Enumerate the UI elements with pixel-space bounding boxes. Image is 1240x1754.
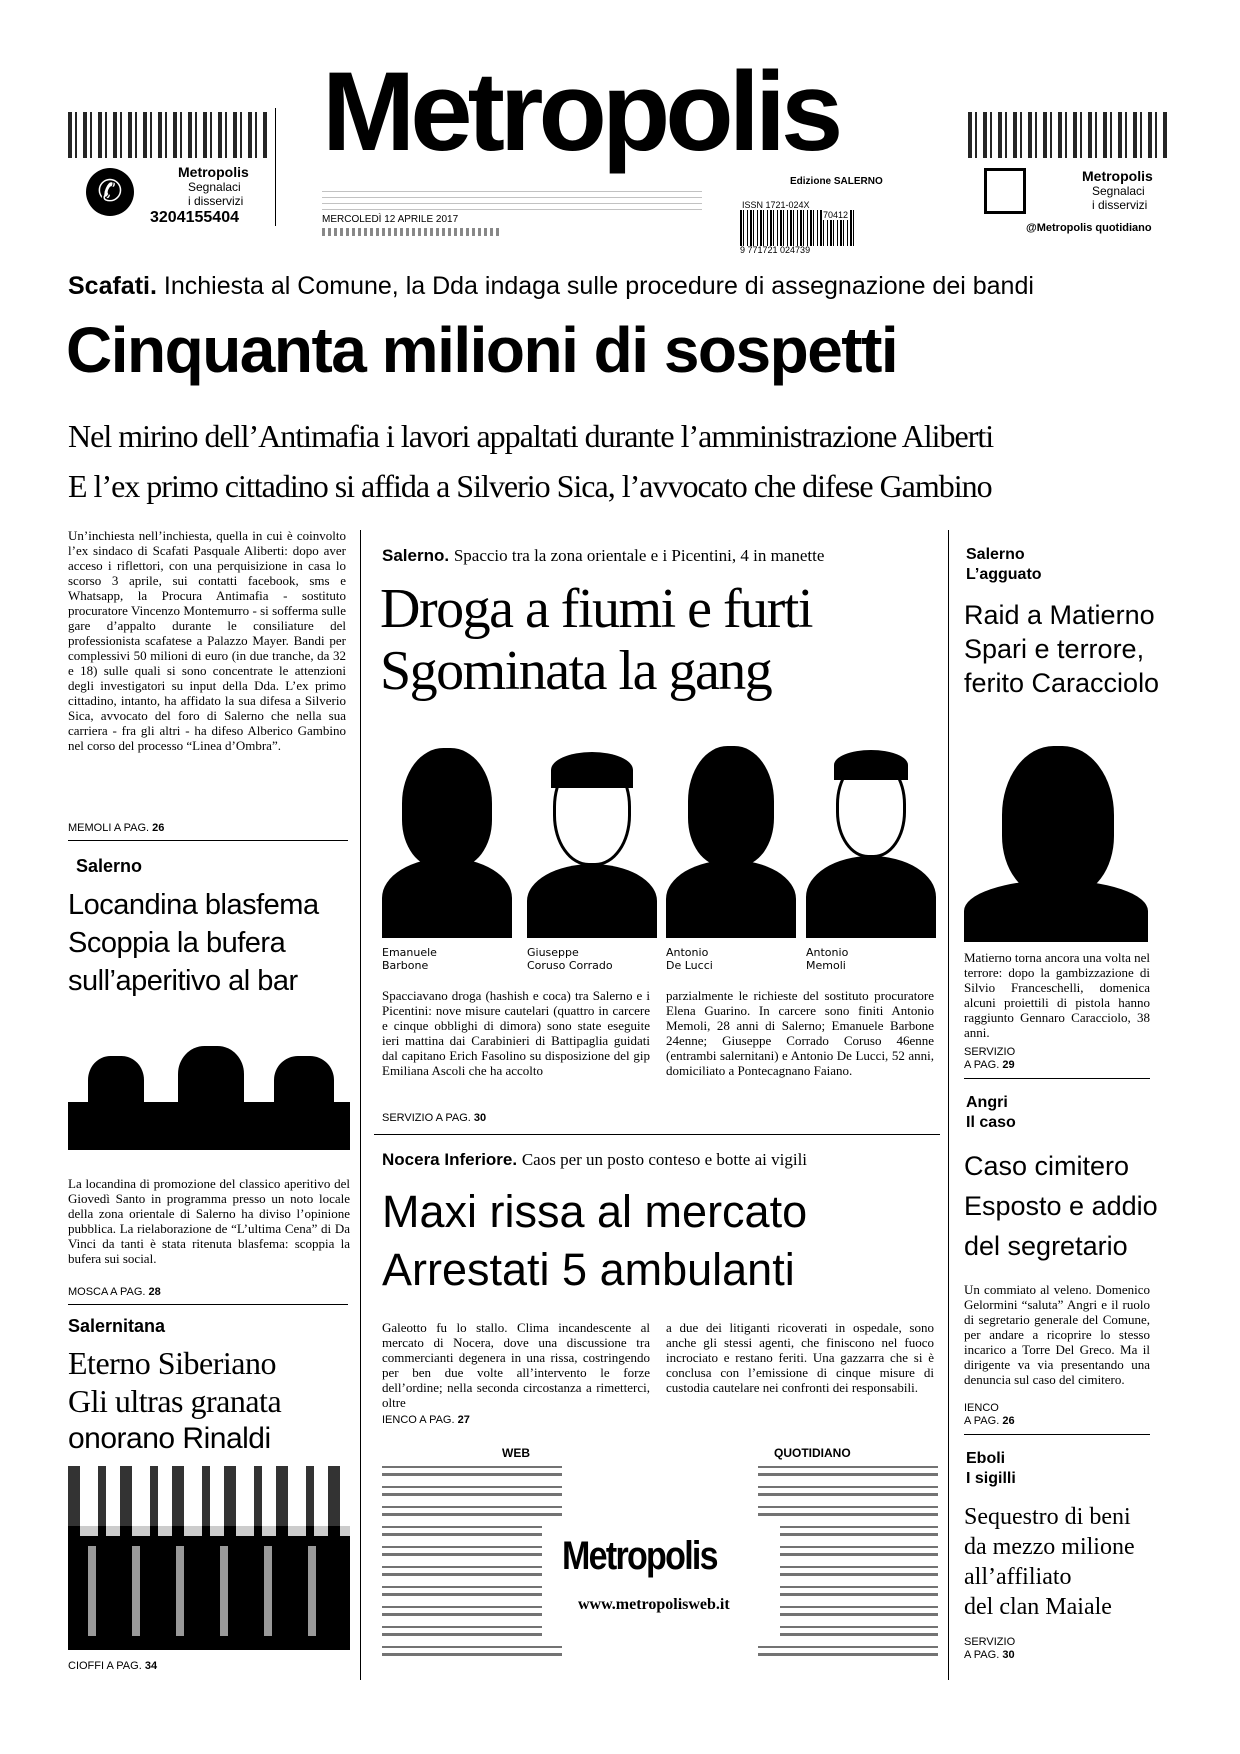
angri-kicker-2: Il caso (966, 1114, 1016, 1131)
right-section-divider (964, 1078, 1150, 1079)
headline-line: sull’aperitivo al bar (68, 965, 298, 997)
mugshot-memoli (806, 738, 936, 938)
service-box-right[interactable] (968, 112, 1168, 242)
header-divider-left (275, 108, 276, 226)
face-shape (688, 746, 774, 866)
column-divider-1 (360, 530, 361, 1680)
caption-memoli (806, 946, 848, 972)
matierno-ref[interactable] (964, 1046, 1015, 1072)
caption-first: Giuseppe (527, 946, 579, 959)
ref-line: IENCO (964, 1402, 999, 1414)
headline-line: all’affiliato (964, 1564, 1072, 1590)
ref-page: 34 (144, 1660, 158, 1672)
rissa-body-col2: a due dei litiganti ricoverati in ospedale, sono anche gli stessi agenti, che finiscono nel fuoco incrociato e restano feriti. Una gazzarra che si è conclusa con l’emissione di cinque misure di custodia cautelare nei confronti dei responsabili. (666, 1320, 934, 1395)
eboli-headline[interactable] (964, 1502, 1135, 1622)
salernitana-ref[interactable] (68, 1660, 157, 1673)
mugshot-delucci (666, 738, 796, 938)
angri-kicker-1: Angri (966, 1094, 1008, 1111)
caption-first: Emanuele (382, 946, 437, 959)
top-story-subhead-1: Nel mirino dell’Antimafia i lavori appaltati durante l’amministrazione Aliberti (68, 418, 994, 454)
phone-icon: ✆ (86, 168, 134, 216)
web-screenshot-image (382, 1460, 562, 1656)
trash-icon (984, 168, 1026, 214)
caption-first: Antonio (806, 946, 849, 959)
promo-banner[interactable] (382, 1446, 938, 1656)
headline-line: Caso cimitero (964, 1151, 1130, 1181)
kicker-text: Caos per un posto conteso e botte ai vigili (521, 1150, 808, 1169)
figure-center (178, 1046, 244, 1116)
face-shape (402, 748, 492, 868)
shoulders-shape (527, 864, 657, 938)
kicker-text: Spaccio tra la zona orientale e i Picentini, 4 in manette (453, 546, 825, 565)
rissa-kicker (382, 1150, 807, 1170)
headline-line: Scoppia la bufera (68, 927, 286, 959)
headline-line: Raid a Matierno (964, 600, 1155, 630)
headline-line sans: onorano Rinaldi (68, 1422, 271, 1455)
kicker-place: Nocera Inferiore. (382, 1150, 518, 1169)
top-story-subhead-2: E l’ex primo cittadino si affida a Silverio Sica, l’avvocato che difese Gambino (68, 468, 992, 504)
matierno-kicker-1: Salerno (966, 546, 1025, 563)
ref-author: IENCO A PAG. (382, 1414, 455, 1426)
ref-author: A PAG. (964, 1059, 1000, 1071)
promo-brand: Metropolis (562, 1534, 717, 1578)
service-line2-right: i disservizi (1092, 198, 1148, 212)
rissa-ref[interactable] (382, 1414, 470, 1427)
issn-label: ISSN 1721-024X (742, 200, 810, 210)
drug-story-body-col1: Spacciavano droga (hashish e coca) tra Salerno e i Picentini: nove misure cautelari (quattro in carcere e cinque obblighi di dimora) sono state eseguite ieri mattina dai Carabinieri di Battipaglia guidati dal capitano Erich Fasolino su disposizione del gip Emiliana Ascoli che ha accolto (382, 988, 650, 1078)
promo-url[interactable]: www.metropolisweb.it (578, 1596, 730, 1613)
publisher-info (322, 186, 702, 210)
top-story-kicker (68, 272, 1034, 301)
ref-page: 26 (1002, 1415, 1015, 1427)
ref-author: A PAG. (964, 1649, 1000, 1661)
ref-author: SERVIZIO A PAG. (382, 1112, 471, 1124)
figure-left (88, 1056, 144, 1116)
salernitana-headline[interactable] (68, 1344, 281, 1458)
headline-line: del segretario (964, 1231, 1128, 1261)
price-info (322, 228, 502, 236)
angri-body: Un commiato al veleno. Domenico Gelormini “saluta” Angri e il ruolo di segretario generale del Comune, per andare a ricoprire lo stesso incarico a Torre Del Greco. Ma il dirigente va via presentando una denuncia sul caso del cimitero. (964, 1282, 1150, 1387)
service-collage-image-right (968, 112, 1168, 158)
locandina-ref[interactable] (68, 1286, 161, 1299)
web-label: WEB (502, 1446, 530, 1460)
service-phone[interactable]: 3204155404 (150, 209, 239, 226)
caption-delucci (666, 946, 713, 972)
center-section-divider (374, 1134, 940, 1135)
right-section-divider-2 (964, 1434, 1150, 1435)
barcode-number: 9 771721 024739 (740, 245, 811, 255)
mugshot-coruso (527, 738, 657, 938)
edition-label: Edizione SALERNO (790, 176, 883, 187)
caption-first: Antonio (666, 946, 709, 959)
ref-page: 26 (152, 822, 165, 834)
headline-line: ferito Caracciolo (964, 668, 1160, 698)
last-supper-poster-image (68, 1026, 350, 1150)
top-story-body: Un’inchiesta nell’inchiesta, quella in cui è coinvolto l’ex sindaco di Scafati Pasquale Aliberti: dopo aver acceso i riflettori, con una perquisizione in casa lo scorso 3 aprile, sui contatti facebook, sms e Whatsapp, la Procura Antimafia - sostituto procuratore Vincenzo Montemurro - si sofferma sulle gare d’appalto durante le consiliature del professionista scafatese a Palazzo Mayer. Bandi per complessivi 50 milioni di euro (in due tranche, da 32 e 18) sulle quali si sono concentrate le attenzioni degli investigatori su input della Dda. L’ex primo cittadino, intanto, ha affidato la sua difesa a Silverio Sica, avvocato del foro di Salerno che nella sua carriera - fra gli altri - ha difeso Alberico Gambino nel corso del processo “Linea d’Ombra”. (68, 528, 346, 753)
eboli-kicker-2: I sigilli (966, 1470, 1016, 1487)
headline-line: Esposto e addio (964, 1191, 1158, 1221)
barcode-suffix: 70412 (823, 210, 849, 220)
ultras-crowd-photo (68, 1466, 350, 1650)
shoulders-shape (382, 858, 512, 938)
headline-line: del clan Maiale (964, 1594, 1112, 1620)
headline-line: da mezzo milione (964, 1534, 1135, 1560)
angri-ref[interactable] (964, 1402, 1015, 1428)
face-shape (1002, 746, 1114, 896)
service-box-left[interactable] (68, 112, 268, 230)
left-section-divider-2 (68, 1304, 348, 1305)
figure-right (274, 1056, 334, 1116)
salernitana-kicker: Salernitana (68, 1316, 166, 1336)
top-story-ref[interactable] (68, 822, 164, 835)
kicker-place: Salerno. (382, 546, 450, 565)
print-screenshot-image (758, 1460, 938, 1656)
caption-last: Barbone (382, 959, 429, 972)
shoulders-shape (964, 880, 1148, 942)
rissa-body-col1: Galeotto fu lo stallo. Clima incandescente al mercato di Nocera, dove una discussione tra commercianti degenera in una rissa, costringendo per ben due volte all’intervento le forze dell’ordine; nella seconda circostanza a rimetterci, oltre (382, 1320, 650, 1410)
locandina-body: La locandina di promozione del classico aperitivo del Giovedì Santo in programma presso un noto locale della zona orientale di Salerno ha diviso l’opinione pubblica. La rielaborazione de “L’ultima Cena” di Da Vinci da tanti è stata ritenuta blasfema: scoppia la bufera sui social. (68, 1176, 350, 1266)
print-label: QUOTIDIANO (774, 1446, 851, 1460)
caracciolo-photo (964, 740, 1148, 942)
caption-barbone (382, 946, 437, 972)
date-line: MERCOLEDÌ 12 APRILE 2017 (322, 214, 459, 225)
kicker-place: Scafati. (68, 272, 157, 300)
top-story-headline[interactable]: Cinquanta milioni di sospetti (66, 314, 898, 386)
left-section-divider (68, 840, 348, 841)
eboli-ref[interactable] (964, 1636, 1015, 1662)
shoulders-shape (806, 856, 936, 938)
matierno-headline[interactable] (964, 598, 1159, 700)
service-line1: Segnalaci (188, 180, 241, 194)
raised-arms (68, 1466, 350, 1536)
hair-shape (551, 752, 633, 788)
service-brand: Metropolis (178, 164, 249, 180)
masthead-title: Metropolis (322, 49, 839, 174)
service-line2: i disservizi (188, 194, 244, 208)
shoulders-shape (666, 860, 796, 938)
headline-line: Eterno Siberiano (68, 1345, 276, 1381)
headline-line: Sequestro di beni (964, 1504, 1131, 1530)
ref-author: MOSCA A PAG. (68, 1286, 146, 1298)
face-outline (836, 758, 906, 858)
locandina-headline[interactable] (68, 886, 319, 1000)
ref-page: 29 (1002, 1059, 1015, 1071)
matierno-body: Matierno torna ancora una volta nel terrore: dopo la gambizzazione di Silvio Franceschelli, domenica alcuni proiettili di pistola hanno raggiunto Gennaro Caracciolo, 38 anni. (964, 950, 1150, 1040)
ref-line: SERVIZIO (964, 1636, 1016, 1648)
headline-line: Gli ultras granata (68, 1383, 282, 1419)
caption-last: Memoli (806, 959, 846, 972)
service-line1-right: Segnalaci (1092, 184, 1145, 198)
column-divider-2 (948, 530, 949, 1680)
drug-story-kicker (382, 546, 824, 566)
service-brand-right: Metropolis (1082, 168, 1153, 184)
drug-story-ref[interactable] (382, 1112, 486, 1125)
ref-author: A PAG. (964, 1415, 1000, 1427)
ref-page: 28 (148, 1286, 161, 1298)
drug-story-headline-1[interactable]: Droga a fiumi e furti (380, 578, 812, 640)
headline-line: Spari e terrore, (964, 634, 1145, 664)
service-collage-image (68, 112, 268, 158)
caption-last: Coruso Corrado (527, 959, 613, 972)
headline-line: Locandina blasfema (68, 889, 319, 921)
eboli-kicker-1: Eboli (966, 1450, 1006, 1467)
ref-page: 30 (473, 1112, 487, 1124)
matierno-kicker-2: L’agguato (966, 566, 1042, 583)
locandina-kicker: Salerno (76, 856, 143, 876)
mugshot-barbone (382, 738, 512, 938)
ref-page: 27 (457, 1414, 470, 1426)
ref-author: MEMOLI A PAG. (68, 822, 150, 834)
angri-headline[interactable] (964, 1146, 1158, 1266)
drug-story-body-col2: parzialmente le richieste del sostituto procuratore Elena Guarino. In carcere sono finiti Antonio Memoli, 28 anni di Salerno; Emanuele Barbone 24enne; Giuseppe Corrado Coruso 46enne (entrambi salernitani) e Antonio De Lucci, 52 anni, domiciliato a Pontecagnano Faiano. (666, 988, 934, 1078)
caption-coruso (527, 946, 613, 972)
caption-last: De Lucci (666, 959, 713, 972)
drug-story-headline-2[interactable]: Sgominata la gang (380, 640, 772, 702)
rissa-headline-2[interactable]: Arrestati 5 ambulanti (382, 1244, 795, 1295)
ref-line: SERVIZIO (964, 1046, 1016, 1058)
rissa-headline-1[interactable]: Maxi rissa al mercato (382, 1186, 808, 1237)
ref-author: CIOFFI A PAG. (68, 1660, 142, 1672)
kicker-text: Inchiesta al Comune, la Dda indaga sulle procedure di assegnazione dei bandi (163, 272, 1034, 300)
ref-page: 30 (1002, 1649, 1015, 1661)
crowd-highlights (68, 1546, 350, 1636)
social-handle[interactable]: @Metropolis quotidiano (1026, 222, 1152, 234)
